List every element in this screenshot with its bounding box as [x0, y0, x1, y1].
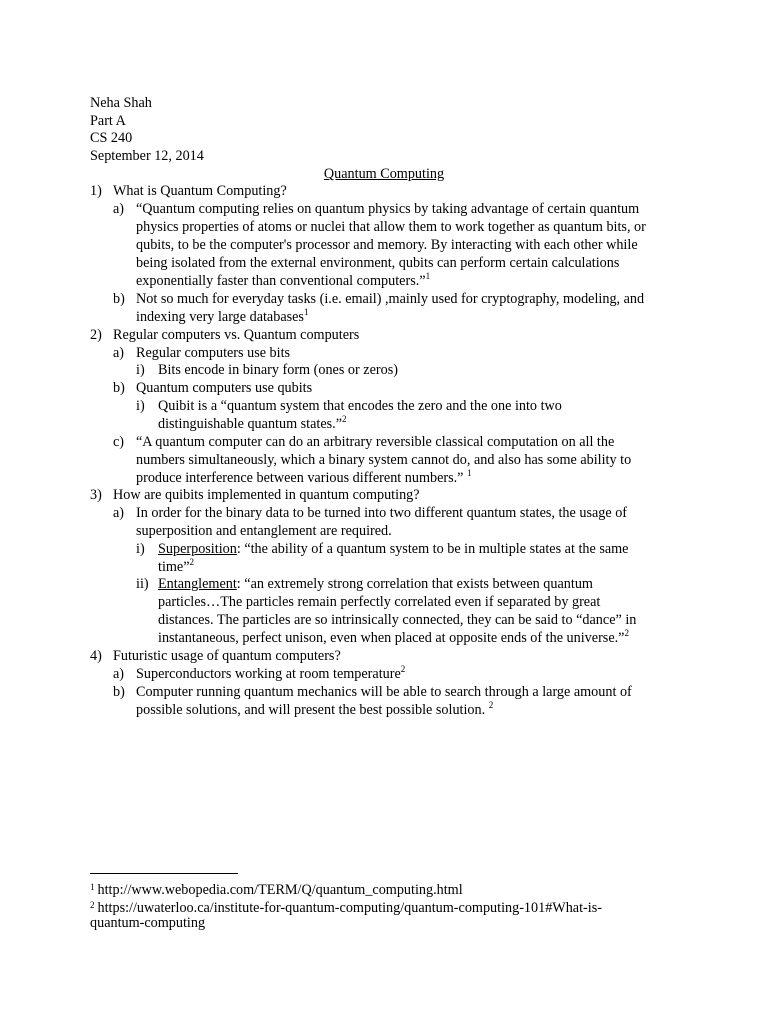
document-date: September 12, 2014	[90, 148, 204, 164]
section-3-heading: How are quibits implemented in quantum computing?	[113, 487, 420, 503]
item-4a-text: Superconductors working at room temperature	[136, 666, 401, 682]
item-3a-line-2: superposition and entanglement are required.	[136, 523, 392, 539]
item-3a-i-line-1	[158, 540, 628, 558]
item-2a-label: a)	[113, 345, 125, 361]
entanglement-definition: : “an extremely strong correlation that exists between quantum	[236, 576, 593, 592]
footnote-ref-1: 1	[303, 307, 309, 317]
item-3a-ii-line-4-text: instantaneous, perfect unison, even when placed at opposite ends of the universe.”	[158, 630, 625, 646]
item-1a-line-5	[136, 272, 430, 290]
item-2b-label: b)	[113, 380, 125, 396]
term-superposition: Superposition	[158, 541, 237, 557]
section-1-number: 1)	[90, 183, 102, 199]
item-1a-line-2: physics properties of atoms or nuclei that allow them to work together as quantum bits, or	[136, 219, 646, 235]
item-4a-line	[136, 665, 405, 683]
item-2b-text: Quantum computers use qubits	[136, 380, 313, 396]
item-1a-line-5-text: exponentially faster than conventional computers.”	[136, 273, 426, 289]
item-2c-line-3-text: produce interference between various different numbers.”	[136, 470, 468, 486]
item-1b-line-2-text: indexing very large databases	[136, 309, 304, 325]
footnote-1-link[interactable]: http://www.webopedia.com/TERM/Q/quantum_computing.html	[97, 882, 463, 898]
item-1a-label: a)	[113, 201, 125, 217]
footnote-separator	[90, 873, 238, 874]
item-3a-i-line-2	[158, 558, 194, 576]
item-3a-i-label: i)	[136, 541, 145, 557]
item-2b-i-label: i)	[136, 398, 145, 414]
item-1a-line-3: qubits, to be the computer's processor and memory. By interacting with each other while	[136, 237, 638, 253]
item-2c-line-2: numbers simultaneously, which a binary system cannot do, and also has some ability to	[136, 452, 632, 468]
item-4b-line-1: Computer running quantum mechanics will be able to search through a large amount of	[136, 684, 632, 700]
footnote-1-number: 1	[90, 882, 95, 892]
item-3a-ii-line-2: particles…The particles remain perfectly correlated even if separated by great	[158, 594, 601, 610]
footnote-ref-2: 2	[189, 557, 195, 567]
item-3a-ii-label: ii)	[136, 576, 149, 592]
footnote-2-number: 2	[90, 900, 95, 910]
item-4b-label: b)	[113, 684, 125, 700]
item-2b-i-line-1: Quibit is a “quantum system that encodes the zero and the one into two	[158, 398, 562, 414]
section-1-heading: What is Quantum Computing?	[113, 183, 287, 199]
author-name: Neha Shah	[90, 95, 152, 111]
item-2b-i-line-2-text: distinguishable quantum states.”	[158, 416, 343, 432]
item-1b-line-1: Not so much for everyday tasks (i.e. email) ,mainly used for cryptography, modeling, and	[136, 291, 645, 307]
item-3a-ii-line-4	[158, 629, 629, 647]
item-1a-line-4: being isolated from the external environment, qubits can perform certain calculations	[136, 255, 620, 271]
item-3a-i-line-2-text: time”	[158, 559, 190, 575]
footnote-ref-1: 1	[467, 468, 472, 478]
item-3a-ii-line-1	[158, 575, 593, 593]
item-2c-line-1: “A quantum computer can do an arbitrary reversible classical computation on all the	[136, 434, 615, 450]
item-3a-label: a)	[113, 505, 125, 521]
assignment-part: Part A	[90, 113, 126, 129]
footnote-ref-2: 2	[488, 700, 494, 710]
item-2a-text: Regular computers use bits	[136, 345, 291, 361]
course-code: CS 240	[90, 130, 133, 146]
item-1b-label: b)	[113, 291, 125, 307]
footnote-2-link[interactable]: https://uwaterloo.ca/institute-for-quantum-computing/quantum-computing-101#What-is-	[97, 900, 602, 916]
item-4a-label: a)	[113, 666, 125, 682]
footnote-ref-2: 2	[342, 414, 347, 424]
item-2a-i-text: Bits encode in binary form (ones or zeros)	[158, 362, 398, 378]
section-4-heading: Futuristic usage of quantum computers?	[113, 648, 341, 664]
item-1b-line-2	[136, 308, 308, 326]
item-3a-line-1: In order for the binary data to be turned into two different quantum states, the usage of	[136, 505, 628, 521]
item-2a-i-label: i)	[136, 362, 145, 378]
section-2-number: 2)	[90, 327, 102, 343]
item-2c-line-3	[136, 469, 472, 487]
section-2-heading: Regular computers vs. Quantum computers	[113, 327, 360, 343]
item-2c-label: c)	[113, 434, 125, 450]
superposition-definition: : “the ability of a quantum system to be in multiple states at the same	[236, 541, 629, 557]
footnote-2-link-continued[interactable]: quantum-computing	[90, 915, 206, 931]
item-3a-ii-line-3: distances. The particles are so intrinsically connected, they can be said to “dance” in	[158, 612, 637, 628]
section-4-number: 4)	[90, 648, 102, 664]
item-4b-line-2-text: possible solutions, and will present the best possible solution.	[136, 702, 489, 718]
footnote-ref-2: 2	[624, 628, 629, 638]
item-2b-i-line-2	[158, 415, 347, 433]
document-title: Quantum Computing	[323, 166, 445, 182]
item-4b-line-2	[136, 701, 493, 719]
footnote-ref-1: 1	[425, 271, 431, 281]
section-3-number: 3)	[90, 487, 102, 503]
term-entanglement: Entanglement	[158, 576, 237, 592]
footnote-ref-2: 2	[400, 664, 406, 674]
item-1a-line-1: “Quantum computing relies on quantum physics by taking advantage of certain quantum	[136, 201, 640, 217]
